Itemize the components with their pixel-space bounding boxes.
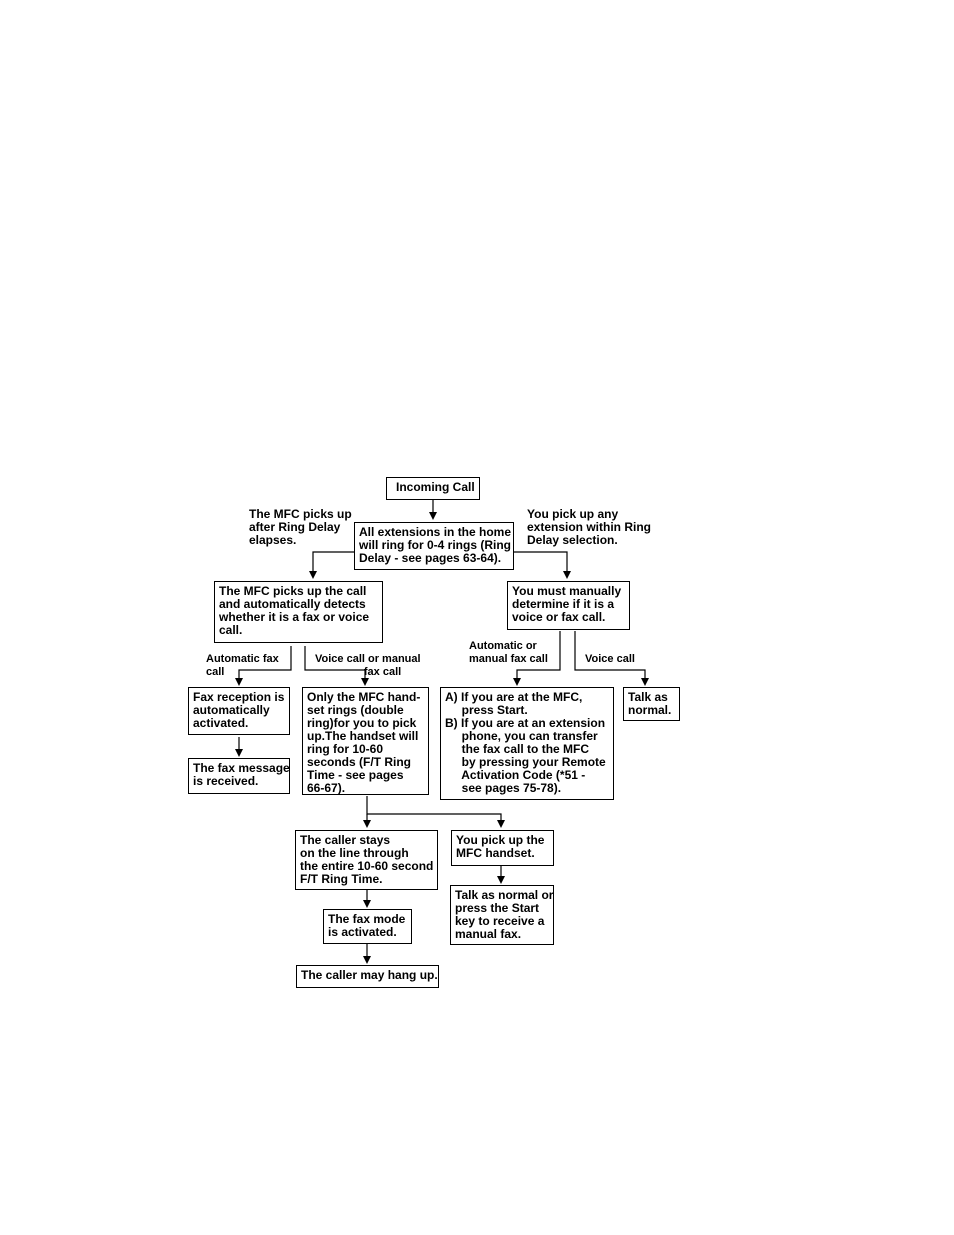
label-voice-or-manual-fax [315, 653, 421, 679]
text-line: F/T Ring Time. [300, 872, 383, 886]
text-line: Voice call [585, 653, 635, 665]
text-line: fax call [315, 666, 402, 678]
label-voice-call [585, 653, 635, 666]
text-line: Voice call or manual [315, 653, 421, 665]
text-line: is received. [193, 774, 259, 788]
text-line: The fax message [193, 761, 290, 775]
text-line: is activated. [328, 925, 397, 939]
text-line: The caller stays [300, 833, 391, 847]
text-line: the fax call to the MFC [445, 742, 590, 756]
arrow-head [361, 678, 369, 686]
text-line: up.The handset will [307, 729, 419, 743]
node-fax-reception [188, 687, 290, 735]
text-line: The MFC picks up the call [219, 584, 367, 598]
text-line: Time - see pages [307, 768, 404, 782]
text-line: voice or fax call. [512, 610, 606, 624]
arrow-head [363, 956, 371, 964]
text-line: will ring for 0-4 rings (Ring [359, 538, 512, 552]
text-line: determine if it is a [512, 597, 615, 611]
text-line: The fax mode [328, 912, 406, 926]
text-line: B) If you are at an extension [445, 716, 606, 730]
text-line: seconds (F/T Ring [307, 755, 412, 769]
text-line: Incoming Call [396, 480, 475, 494]
text-line: ring for 10-60 [307, 742, 384, 756]
text-line: by pressing your Remote [445, 755, 606, 769]
text-line: All extensions in the home [359, 525, 512, 539]
text-line: You must manually [512, 584, 622, 598]
text-line: Delay selection. [527, 533, 618, 547]
arrow-head [235, 678, 243, 686]
node-all-extensions [354, 522, 514, 570]
arrow-head [235, 749, 243, 757]
text-line: Only the MFC hand- [307, 690, 421, 704]
text-line: phone, you can transfer [445, 729, 598, 743]
arrow-head [497, 876, 505, 884]
text-line: ring)for you to pick [307, 716, 417, 730]
arrow-head [363, 900, 371, 908]
text-line: Fax reception is [193, 690, 285, 704]
arrow-head [429, 512, 437, 520]
text-line: automatically [193, 703, 270, 717]
text-line: activated. [193, 716, 249, 730]
node-only-mfc-rings [302, 687, 429, 795]
text-line: Automatic fax [206, 653, 279, 665]
text-line: the entire 10-60 second [300, 859, 434, 873]
connector-extensions-to-mfc-detects [313, 552, 354, 571]
text-line: after Ring Delay [249, 520, 341, 534]
node-caller-may-hang-up [296, 965, 439, 988]
arrow-head [641, 678, 649, 686]
text-line: 66-67). [307, 781, 346, 795]
label-you-pick-up-extension [527, 508, 651, 547]
label-automatic-or-manual-fax [469, 640, 548, 666]
text-line: extension within Ring [527, 520, 652, 534]
text-line: A) If you are at the MFC, [445, 690, 583, 704]
node-fax-mode-activated [323, 909, 412, 944]
node-pick-up-handset [451, 830, 554, 866]
node-talk-as-normal [623, 687, 680, 721]
text-line: manual fax call [469, 653, 548, 665]
label-mfc-picks-up-after-delay [249, 508, 352, 547]
text-line: You pick up any [527, 507, 619, 521]
text-line: press the Start [455, 901, 540, 915]
connector-extensions-to-manual [514, 552, 567, 571]
text-line: elapses. [249, 533, 297, 547]
text-line: key to receive a [455, 914, 545, 928]
text-line: Delay - see pages 63-64). [359, 551, 502, 565]
node-mfc-picks-up-detects [214, 581, 383, 643]
arrow-head [563, 571, 571, 579]
node-incoming-call [386, 477, 480, 500]
text-line: Activation Code (*51 - [445, 768, 586, 782]
text-line: and automatically detects [219, 597, 366, 611]
node-at-mfc-or-extension [440, 687, 614, 800]
text-line: Talk as normal or [455, 888, 554, 902]
text-line: press Start. [445, 703, 528, 717]
text-line: The MFC picks up [249, 507, 352, 521]
label-automatic-fax-call [206, 653, 279, 679]
text-line: whether it is a fax or voice [219, 610, 370, 624]
text-line: on the line through [300, 846, 409, 860]
text-line: call [206, 666, 225, 678]
text-line: see pages 75-78). [445, 781, 562, 795]
arrow-head [309, 571, 317, 579]
node-manual-determine [507, 581, 630, 630]
text-line: manual fax. [455, 927, 522, 941]
text-line: normal. [628, 703, 672, 717]
text-line: Automatic or [469, 640, 537, 652]
text-line: call. [219, 623, 243, 637]
node-caller-stays [295, 830, 438, 890]
arrow-head [363, 820, 371, 828]
node-talk-or-start [450, 885, 554, 945]
text-line: set rings (double [307, 703, 404, 717]
node-fax-message-received [188, 758, 290, 794]
arrow-head [497, 820, 505, 828]
text-line: MFC handset. [456, 846, 535, 860]
arrow-head [513, 678, 521, 686]
text-line: The caller may hang up. [301, 968, 438, 982]
text-line: You pick up the [456, 833, 545, 847]
text-line: Talk as [628, 690, 668, 704]
